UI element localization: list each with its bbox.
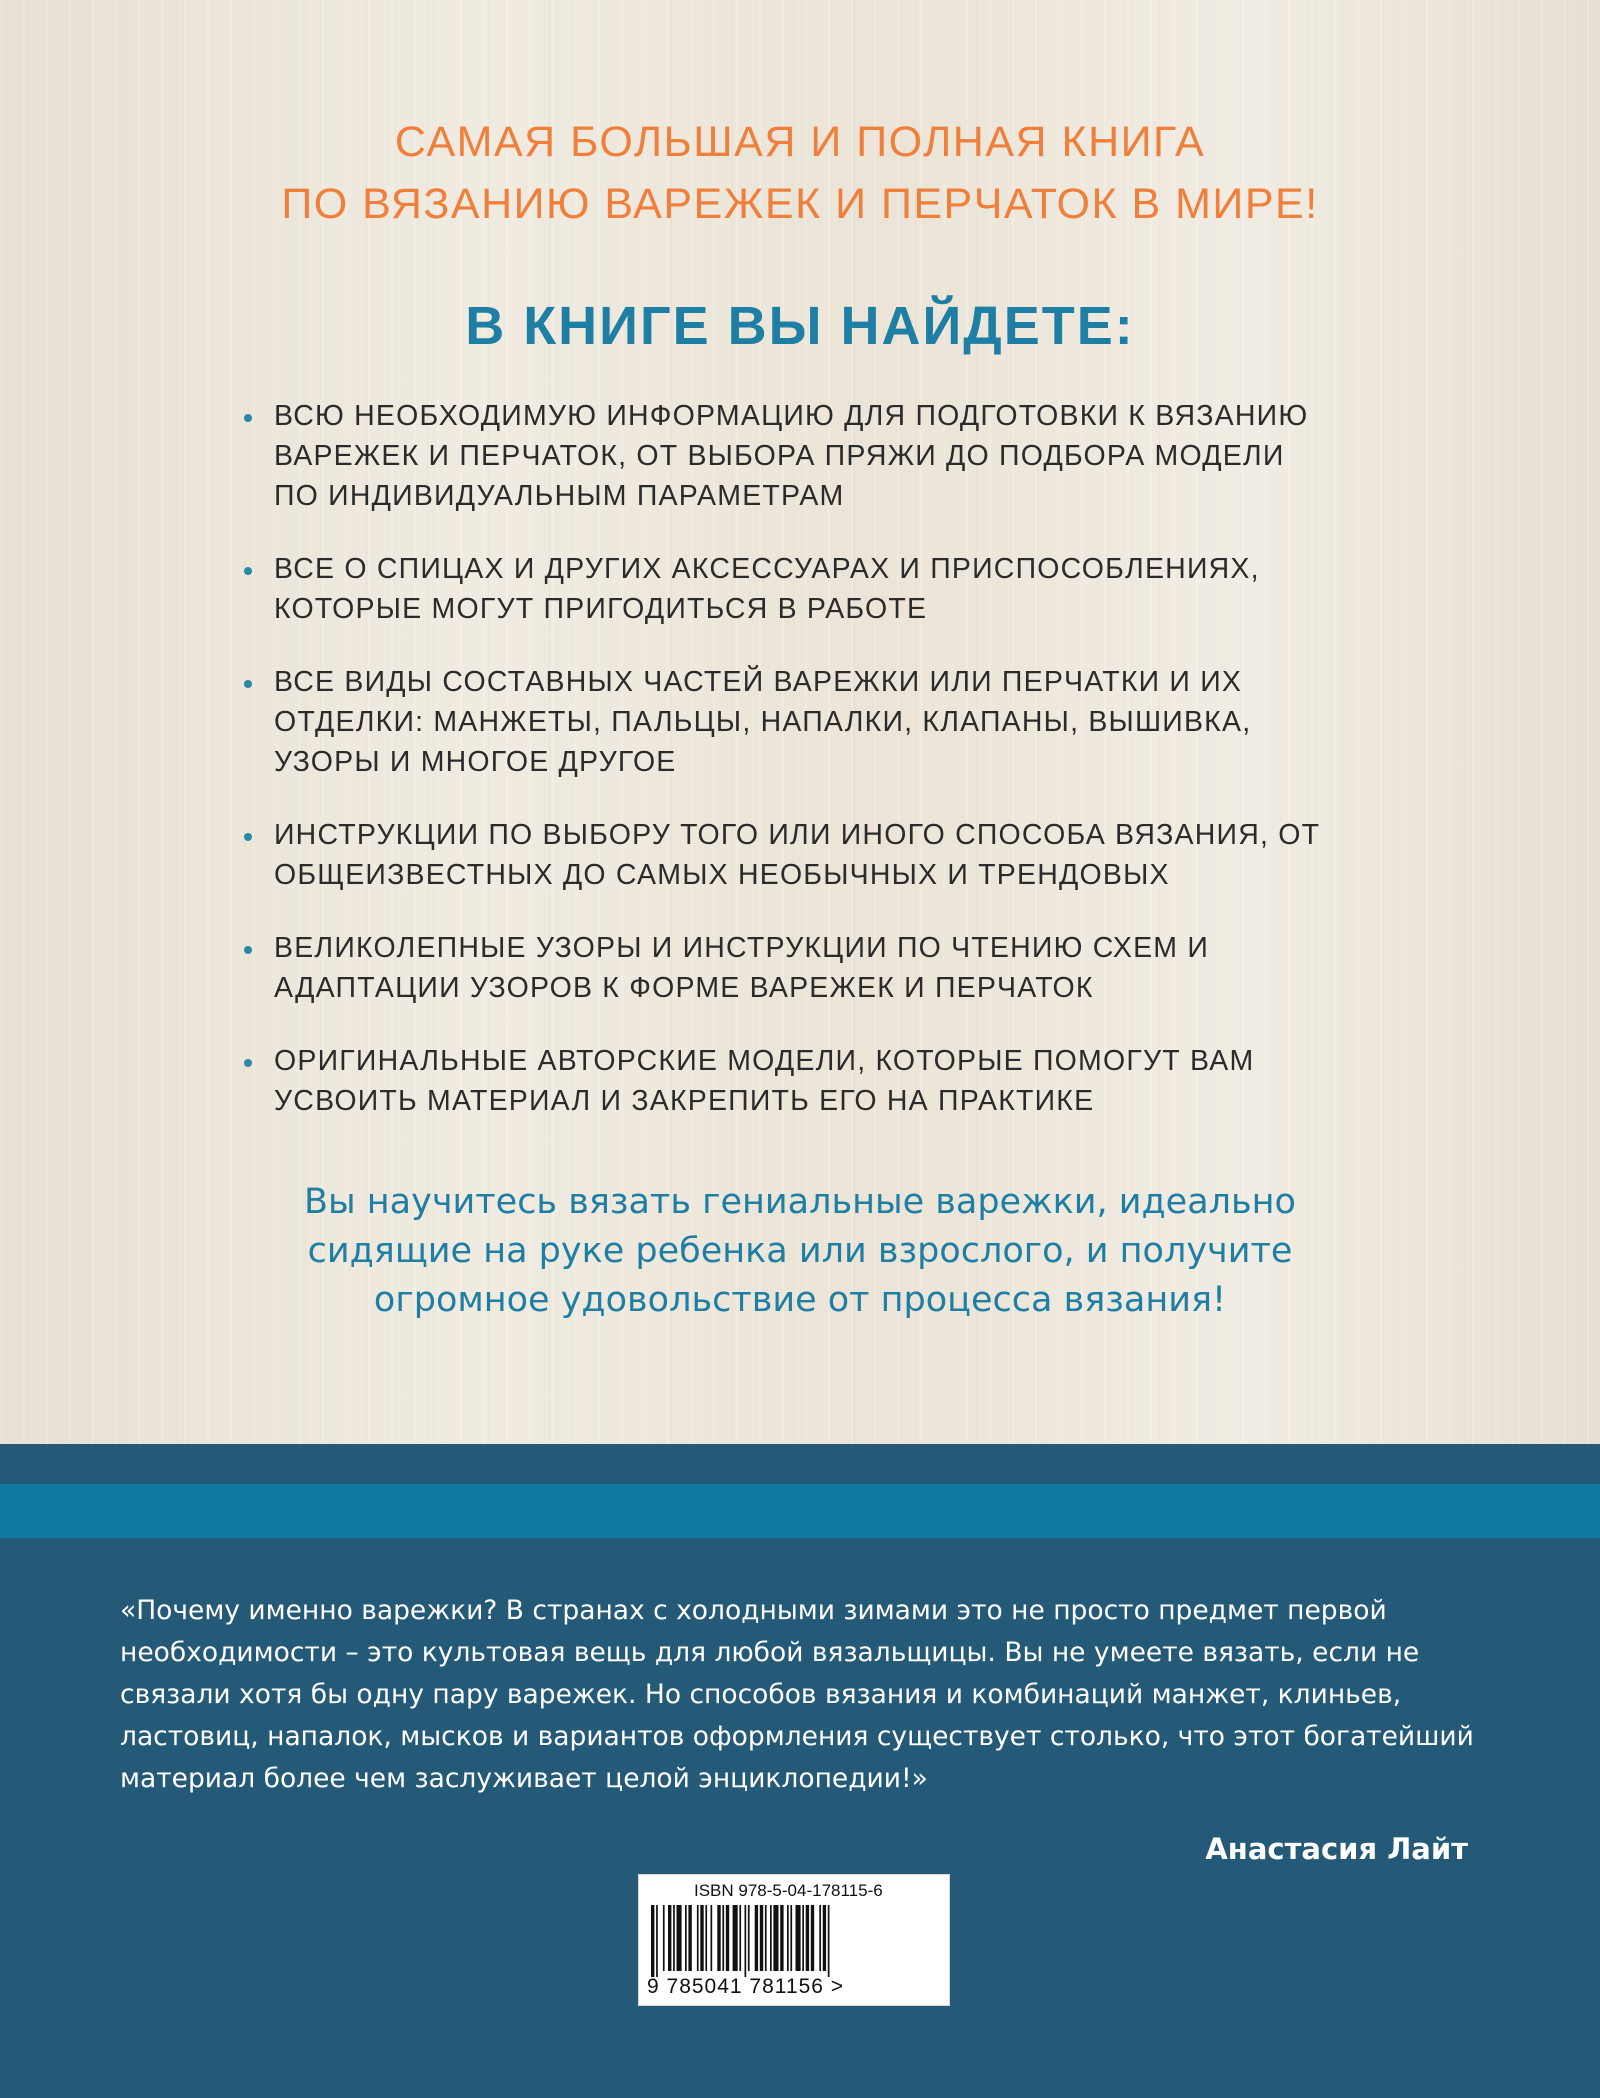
barcode-bar (802, 1905, 804, 1971)
feature-text: ВСЕ ВИДЫ СОСТАВНЫХ ЧАСТЕЙ ВАРЕЖКИ ИЛИ ПЕРЧАТКИ И ИХ ОТДЕЛКИ: МАНЖЕТЫ, ПАЛЬЦЫ, НАПАЛКИ, КЛАПАНЫ, ВЫШИВКА, УЗОРЫ И МНОГОЕ ДРУГОЕ (274, 666, 1252, 778)
barcode-bar (697, 1905, 699, 1971)
section-title: В КНИГЕ ВЫ НАЙДЕТЕ: (465, 296, 1135, 356)
barcode-bar (733, 1905, 738, 1971)
isbn-digits: 9 785041 781156 > (647, 1975, 845, 1998)
promo-text (0, 1178, 1600, 1325)
promo-line-2: сидящие на руке ребенка или взрослого, и получите (307, 1231, 1293, 1271)
quote-author: Анастасия Лайт (1205, 1832, 1468, 1866)
barcode-bar (755, 1905, 758, 1971)
barcode-bar (765, 1905, 767, 1971)
barcode-bar (760, 1905, 763, 1971)
barcode-bar (663, 1905, 665, 1971)
headline-line-1: САМАЯ БОЛЬШАЯ И ПОЛНАЯ КНИГА (394, 118, 1206, 166)
feature-item (244, 396, 1324, 516)
bullet-icon (244, 680, 252, 688)
isbn-barcode (638, 1874, 950, 2006)
barcode-bar (806, 1905, 809, 1971)
feature-text: ИНСТРУКЦИИ ПО ВЫБОРУ ТОГО ИЛИ ИНОГО СПОСОБА ВЯЗАНИЯ, ОТ ОБЩЕИЗВЕСТНЫХ ДО САМЫХ НЕОБЫЧНЫХ И ТРЕНДОВЫХ (274, 819, 1321, 891)
barcode-bar (656, 1905, 658, 1977)
bullet-icon (244, 1059, 252, 1067)
barcode-bar (705, 1905, 707, 1971)
bullet-icon (244, 414, 252, 422)
barcode-bar (819, 1905, 821, 1971)
barcode-bar (796, 1905, 801, 1971)
barcode-bar (677, 1905, 682, 1971)
barcode-bar (811, 1905, 814, 1971)
barcode-bar (726, 1905, 729, 1971)
barcode-bar (651, 1905, 654, 1977)
barcode-bar (780, 1905, 783, 1971)
barcode-bar (745, 1905, 747, 1977)
barcode-bar (748, 1905, 750, 1971)
barcode-bar (790, 1905, 792, 1971)
feature-item (244, 928, 1324, 1008)
barcode-bar (685, 1905, 687, 1971)
author-quote: «Почему именно варежки? В странах с холодными зимами это не просто предмет первой необходимости – это культовая вещь для любой вязальщицы. Вы не умеете вязать, если не связали хотя бы одну пару варежек. Но способов вязания и комбинаций манжет, клиньев, ластовиц, напалок, мысков и вариантов оформления существует столько, что этот богатейший материал более чем заслуживает целой энциклопедии!» (120, 1595, 1474, 1794)
barcode-bar (823, 1905, 826, 1971)
barcode-bar (773, 1905, 778, 1971)
barcode-bar (688, 1905, 691, 1971)
feature-item (244, 815, 1324, 895)
barcode-bar (787, 1905, 789, 1971)
barcode-bar (828, 1905, 830, 1977)
feature-text: ОРИГИНАЛЬНЫЕ АВТОРСКИЕ МОДЕЛИ, КОТОРЫЕ ПОМОГУТ ВАМ УСВОИТЬ МАТЕРИАЛ И ЗАКРЕПИТЬ ЕГО НА ПРАКТИКЕ (274, 1045, 1255, 1117)
bullet-icon (244, 567, 252, 575)
feature-item (244, 662, 1324, 782)
bullet-icon (244, 946, 252, 954)
barcode-bar (700, 1905, 703, 1971)
barcode-bar (668, 1905, 671, 1971)
decor-band-dark (0, 1444, 1600, 1484)
feature-text: ВЕЛИКОЛЕПНЫЕ УЗОРЫ И ИНСТРУКЦИИ ПО ЧТЕНИЮ СХЕМ И АДАПТАЦИИ УЗОРОВ К ФОРМЕ ВАРЕЖЕК И ПЕРЧАТОК (274, 932, 1210, 1004)
headline-line-2: ПО ВЯЗАНИЮ ВАРЕЖЕК И ПЕРЧАТОК В МИРЕ! (281, 180, 1319, 228)
promo-line-1: Вы научитесь вязать гениальные варежки, идеально (304, 1182, 1296, 1222)
feature-text: ВСЮ НЕОБХОДИМУЮ ИНФОРМАЦИЮ ДЛЯ ПОДГОТОВКИ К ВЯЗАНИЮ ВАРЕЖЕК И ПЕРЧАТОК, ОТ ВЫБОРА ПРЯЖИ ДО ПОДБОРА МОДЕЛИ ПО ИНДИВИДУАЛЬНЫМ ПАРАМЕТРАМ (274, 400, 1309, 512)
isbn-label: ISBN 978-5-04-178115-6 (694, 1881, 883, 1900)
feature-list (244, 396, 1324, 1154)
barcode-bar (739, 1905, 741, 1971)
feature-item (244, 1041, 1324, 1121)
barcode-bar (711, 1905, 713, 1971)
bullet-icon (244, 833, 252, 841)
barcode-bars (649, 1905, 919, 1977)
feature-text: ВСЕ О СПИЦАХ И ДРУГИХ АКСЕССУАРАХ И ПРИСПОСОБЛЕНИЯХ, КОТОРЫЕ МОГУТ ПРИГОДИТЬСЯ В РАБОТЕ (274, 553, 1260, 625)
promo-line-3: огромное удовольствие от процесса вязания! (373, 1280, 1227, 1320)
barcode-bar (717, 1905, 720, 1971)
barcode-bar (722, 1905, 724, 1971)
decor-band-mid (0, 1484, 1600, 1538)
barcode-bar (770, 1905, 772, 1971)
feature-item (244, 549, 1324, 629)
barcode-bar (673, 1905, 675, 1971)
